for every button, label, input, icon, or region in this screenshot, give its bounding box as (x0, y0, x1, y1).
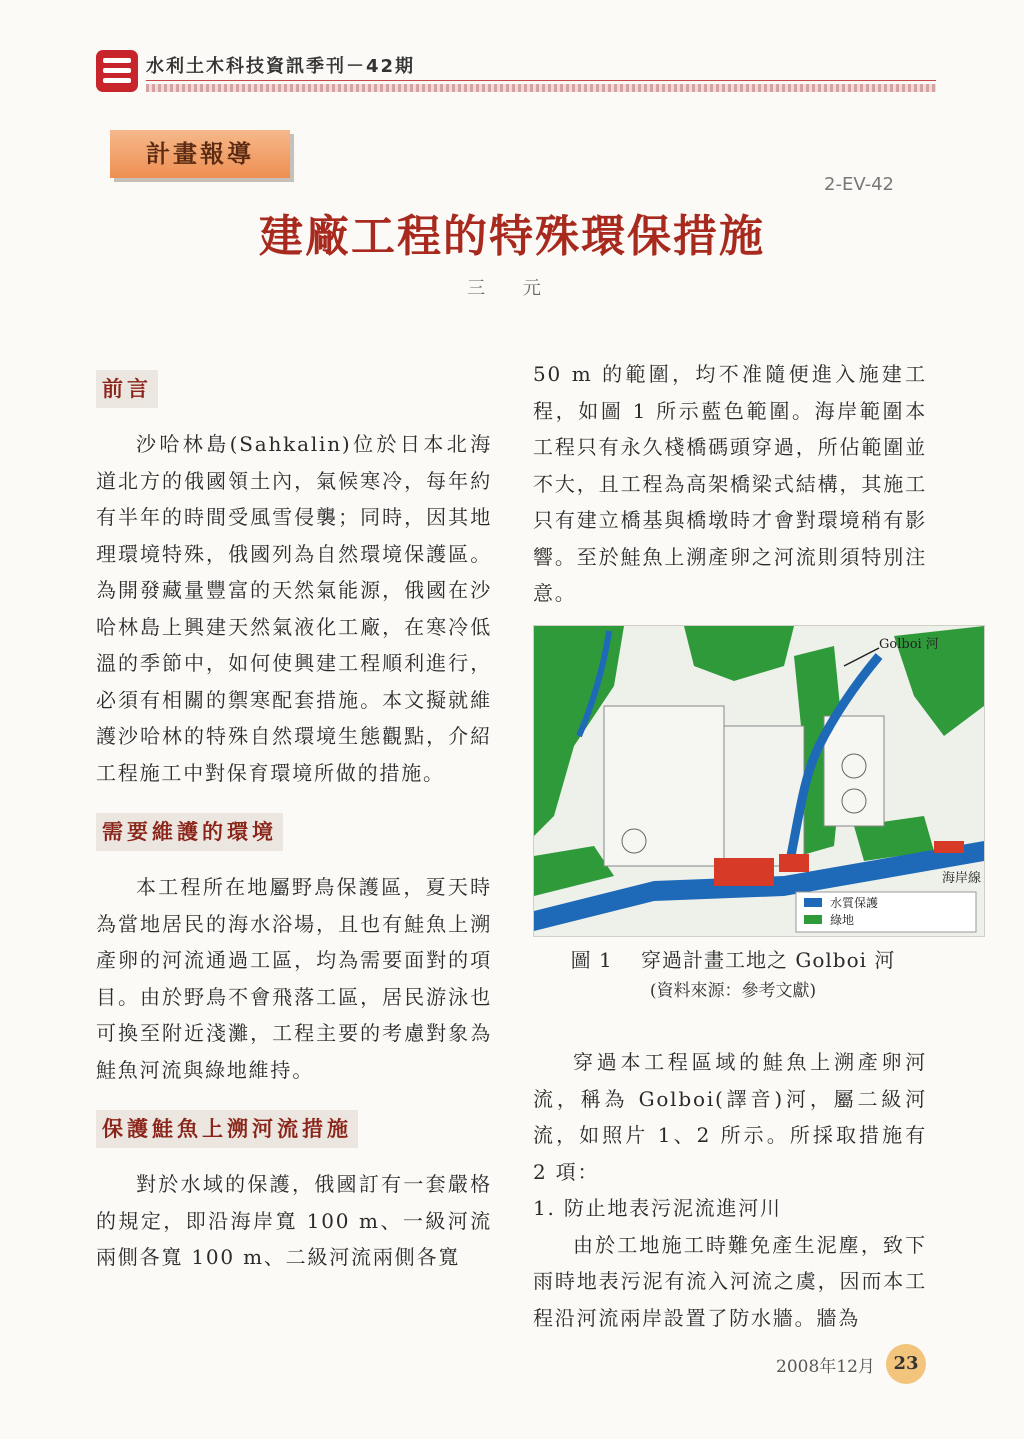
paragraph-sediment: 由於工地施工時難免產生泥塵，致下雨時地表污泥有流入河流之虞，因而本工程沿河流兩岸設置了防水牆。牆為 (533, 1232, 927, 1330)
article-title: 建廠工程的特殊環保措施 (259, 211, 765, 262)
section-tag: 計畫報導 (110, 130, 290, 178)
page-number: 23 (886, 1344, 926, 1384)
red-zone (714, 858, 774, 886)
page-header (96, 48, 936, 98)
coast-label: 海岸線 (942, 871, 982, 886)
heading-salmon: 保護鮭魚上溯河流措施 (96, 1110, 358, 1148)
paragraph-intro: 沙哈林島(Sahkalin)位於日本北海道北方的俄國領土內，氣候寒冷，每年約有半年的時間受風雪侵襲；同時，因其地理環境特殊，俄國列為自然環境保護區。為開發藏量豐富的天然氣能源，俄國在沙哈林島上興建天然氣液化工廠，在寒冷低溫的季節中，如何使興建工程順利進行，必須有相關的禦寒配套措施。本文擬就維護沙哈林的特殊自然環境生態觀點，介紹工程施工中對保育環境所做的措施。 (96, 432, 492, 785)
article-author: 三 元 (467, 278, 557, 299)
heading-intro: 前言 (96, 370, 158, 408)
header-pattern (146, 84, 936, 92)
doc-code: 2-EV-42 (824, 174, 894, 195)
figure-source: (資料來源：參考文獻) (649, 981, 817, 1001)
river-label: Golboi 河 (879, 637, 939, 652)
legend-label-green: 綠地 (830, 913, 855, 927)
header-rule (146, 80, 936, 81)
site-map (534, 626, 984, 936)
plant-block (824, 716, 884, 826)
legend-swatch-blue (804, 898, 822, 907)
issue-date: 2008年12月 (776, 1357, 875, 1377)
journal-logo-icon (96, 50, 138, 92)
list-item-1: 1. 防止地表污泥流進河川 (533, 1196, 782, 1220)
map-legend (796, 892, 976, 932)
figure-caption: 圖 1 穿過計畫工地之 Golboi 河 (570, 948, 896, 972)
legend-label-water: 水質保護 (830, 896, 879, 910)
paragraph-golboi: 穿過本工程區域的鮭魚上溯產卵河流，稱為 Golboi(譯音)河，屬二級河流，如照片 1、2 所示。所採取措施有 2 項： (533, 1050, 927, 1184)
paragraph-environment: 本工程所在地屬野鳥保護區，夏天時為當地居民的海水浴場，且也有鮭魚上溯產卵的河流通過工區，均為需要面對的項目。由於野鳥不會飛落工區，居民游泳也可換至附近淺灘，工程主要的考慮對象為鮭魚河流與綠地維持。 (96, 875, 492, 1082)
heading-environment: 需要維護的環境 (96, 813, 283, 851)
right-column-top (533, 356, 927, 612)
journal-title: 水利土木科技資訊季刊－42期 (146, 56, 416, 77)
red-zone (934, 841, 964, 853)
site-map-figure (533, 625, 985, 937)
left-column (96, 370, 492, 1276)
legend-swatch-green (804, 915, 822, 924)
paragraph-salmon: 對於水域的保護，俄國訂有一套嚴格的規定，即沿海岸寬 100 m、一級河流兩側各寬 100 m、二級河流兩側各寬 (96, 1172, 492, 1269)
right-column-bottom (533, 1044, 927, 1336)
red-zone (779, 854, 809, 872)
paragraph-continuation: 50 m 的範圍，均不准隨便進入施建工程，如圖 1 所示藍色範圍。海岸範圍本工程只有永久棧橋碼頭穿過，所佔範圍並不大，且工程為高架橋梁式結構，其施工只有建立橋基與橋墩時才會對環境稍有影響。至於鮭魚上溯產卵之河流則須特別注意。 (533, 362, 927, 605)
